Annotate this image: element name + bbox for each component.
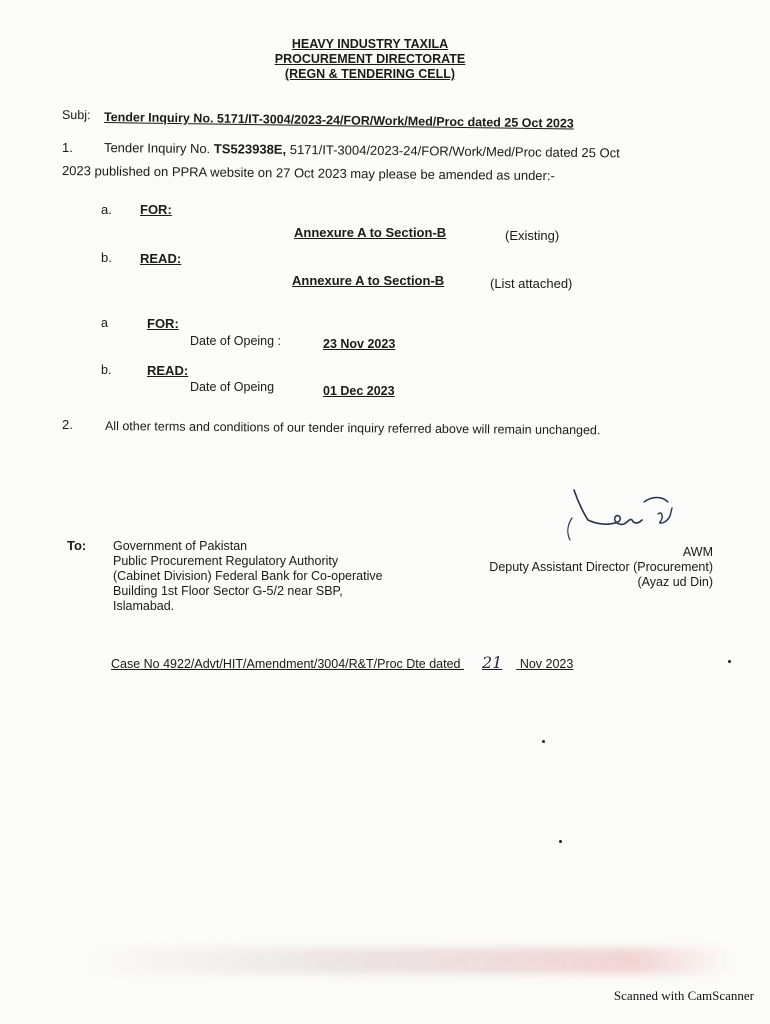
- subject-text: Tender Inquiry No. 5171/IT-3004/2023-24/FOR/Work/Med/Proc dated 25 Oct 2023: [103, 110, 574, 131]
- amend1-a-label: a.: [101, 202, 112, 217]
- case-month-year: Nov 2023: [519, 657, 574, 671]
- amend2-for-field: Date of Opeing :: [190, 334, 282, 348]
- header-cell: (REGN & TENDERING CELL): [284, 67, 456, 81]
- case-number: [111, 653, 573, 672]
- signature-mark: [558, 484, 678, 544]
- amend2-read-value: 01 Dec 2023: [323, 384, 395, 398]
- scan-speck: [559, 840, 562, 843]
- para1-prefix: Tender Inquiry No.: [103, 140, 211, 157]
- amend2-for-label: FOR:: [147, 316, 179, 331]
- case-day-handwritten: 21: [481, 653, 503, 672]
- signatory-title: Deputy Assistant Director (Procurement): [489, 560, 713, 574]
- amend2-b-label: b.: [101, 363, 112, 377]
- to-label: To:: [67, 538, 87, 553]
- amend1-for-note: (Existing): [505, 228, 560, 243]
- subject-label: Subj:: [61, 107, 91, 123]
- para1-line1: [104, 140, 620, 160]
- para2-text: All other terms and conditions of our tender inquiry referred above will remain unchanged.: [104, 419, 601, 438]
- para1-line2: 2023 published on PPRA website on 27 Oct 2023 may please be amended as under:-: [61, 163, 555, 184]
- amend2-read-field: Date of Opeing: [190, 380, 275, 394]
- scanner-watermark: Scanned with CamScanner: [613, 988, 754, 1003]
- case-text: Case No 4922/Advt/HIT/Amendment/3004/R&T/Proc Dte dated: [111, 657, 461, 671]
- to-address-line-4: Building 1st Floor Sector G-5/2 near SBP,: [113, 584, 343, 598]
- amend1-for-item: Annexure A to Section-B: [294, 225, 447, 240]
- amend1-read-note: (List attached): [490, 276, 573, 291]
- amend1-b-label: b.: [101, 250, 112, 265]
- amend1-read-label: READ:: [140, 251, 182, 266]
- para1-number: 1.: [62, 140, 73, 155]
- to-address-line-5: Islamabad.: [113, 599, 175, 613]
- amend1-read-item: Annexure A to Section-B: [292, 273, 445, 288]
- amend1-for-label: FOR:: [140, 202, 172, 217]
- scan-speck: [542, 740, 545, 743]
- header-directorate: PROCUREMENT DIRECTORATE: [274, 52, 466, 66]
- signatory-name: (Ayaz ud Din): [637, 575, 713, 589]
- para2-number: 2.: [62, 417, 73, 432]
- scan-smear: [90, 948, 730, 974]
- amend2-read-label: READ:: [147, 363, 189, 378]
- amend2-a-label: a: [101, 316, 108, 330]
- scan-speck: [728, 660, 731, 663]
- to-address-line-1: Government of Pakistan: [113, 539, 248, 553]
- to-address-line-2: Public Procurement Regulatory Authority: [113, 554, 339, 568]
- para1-ref: TS523938E,: [213, 141, 287, 157]
- para1-suffix: 5171/IT-3004/2023-24/FOR/Work/Med/Proc dated 25 Oct: [289, 141, 620, 161]
- to-address-line-3: (Cabinet Division) Federal Bank for Co-operative: [113, 569, 383, 583]
- amend2-for-value: 23 Nov 2023: [323, 337, 396, 351]
- header-org: HEAVY INDUSTRY TAXILA: [291, 37, 449, 51]
- signatory-rank: AWM: [682, 545, 713, 559]
